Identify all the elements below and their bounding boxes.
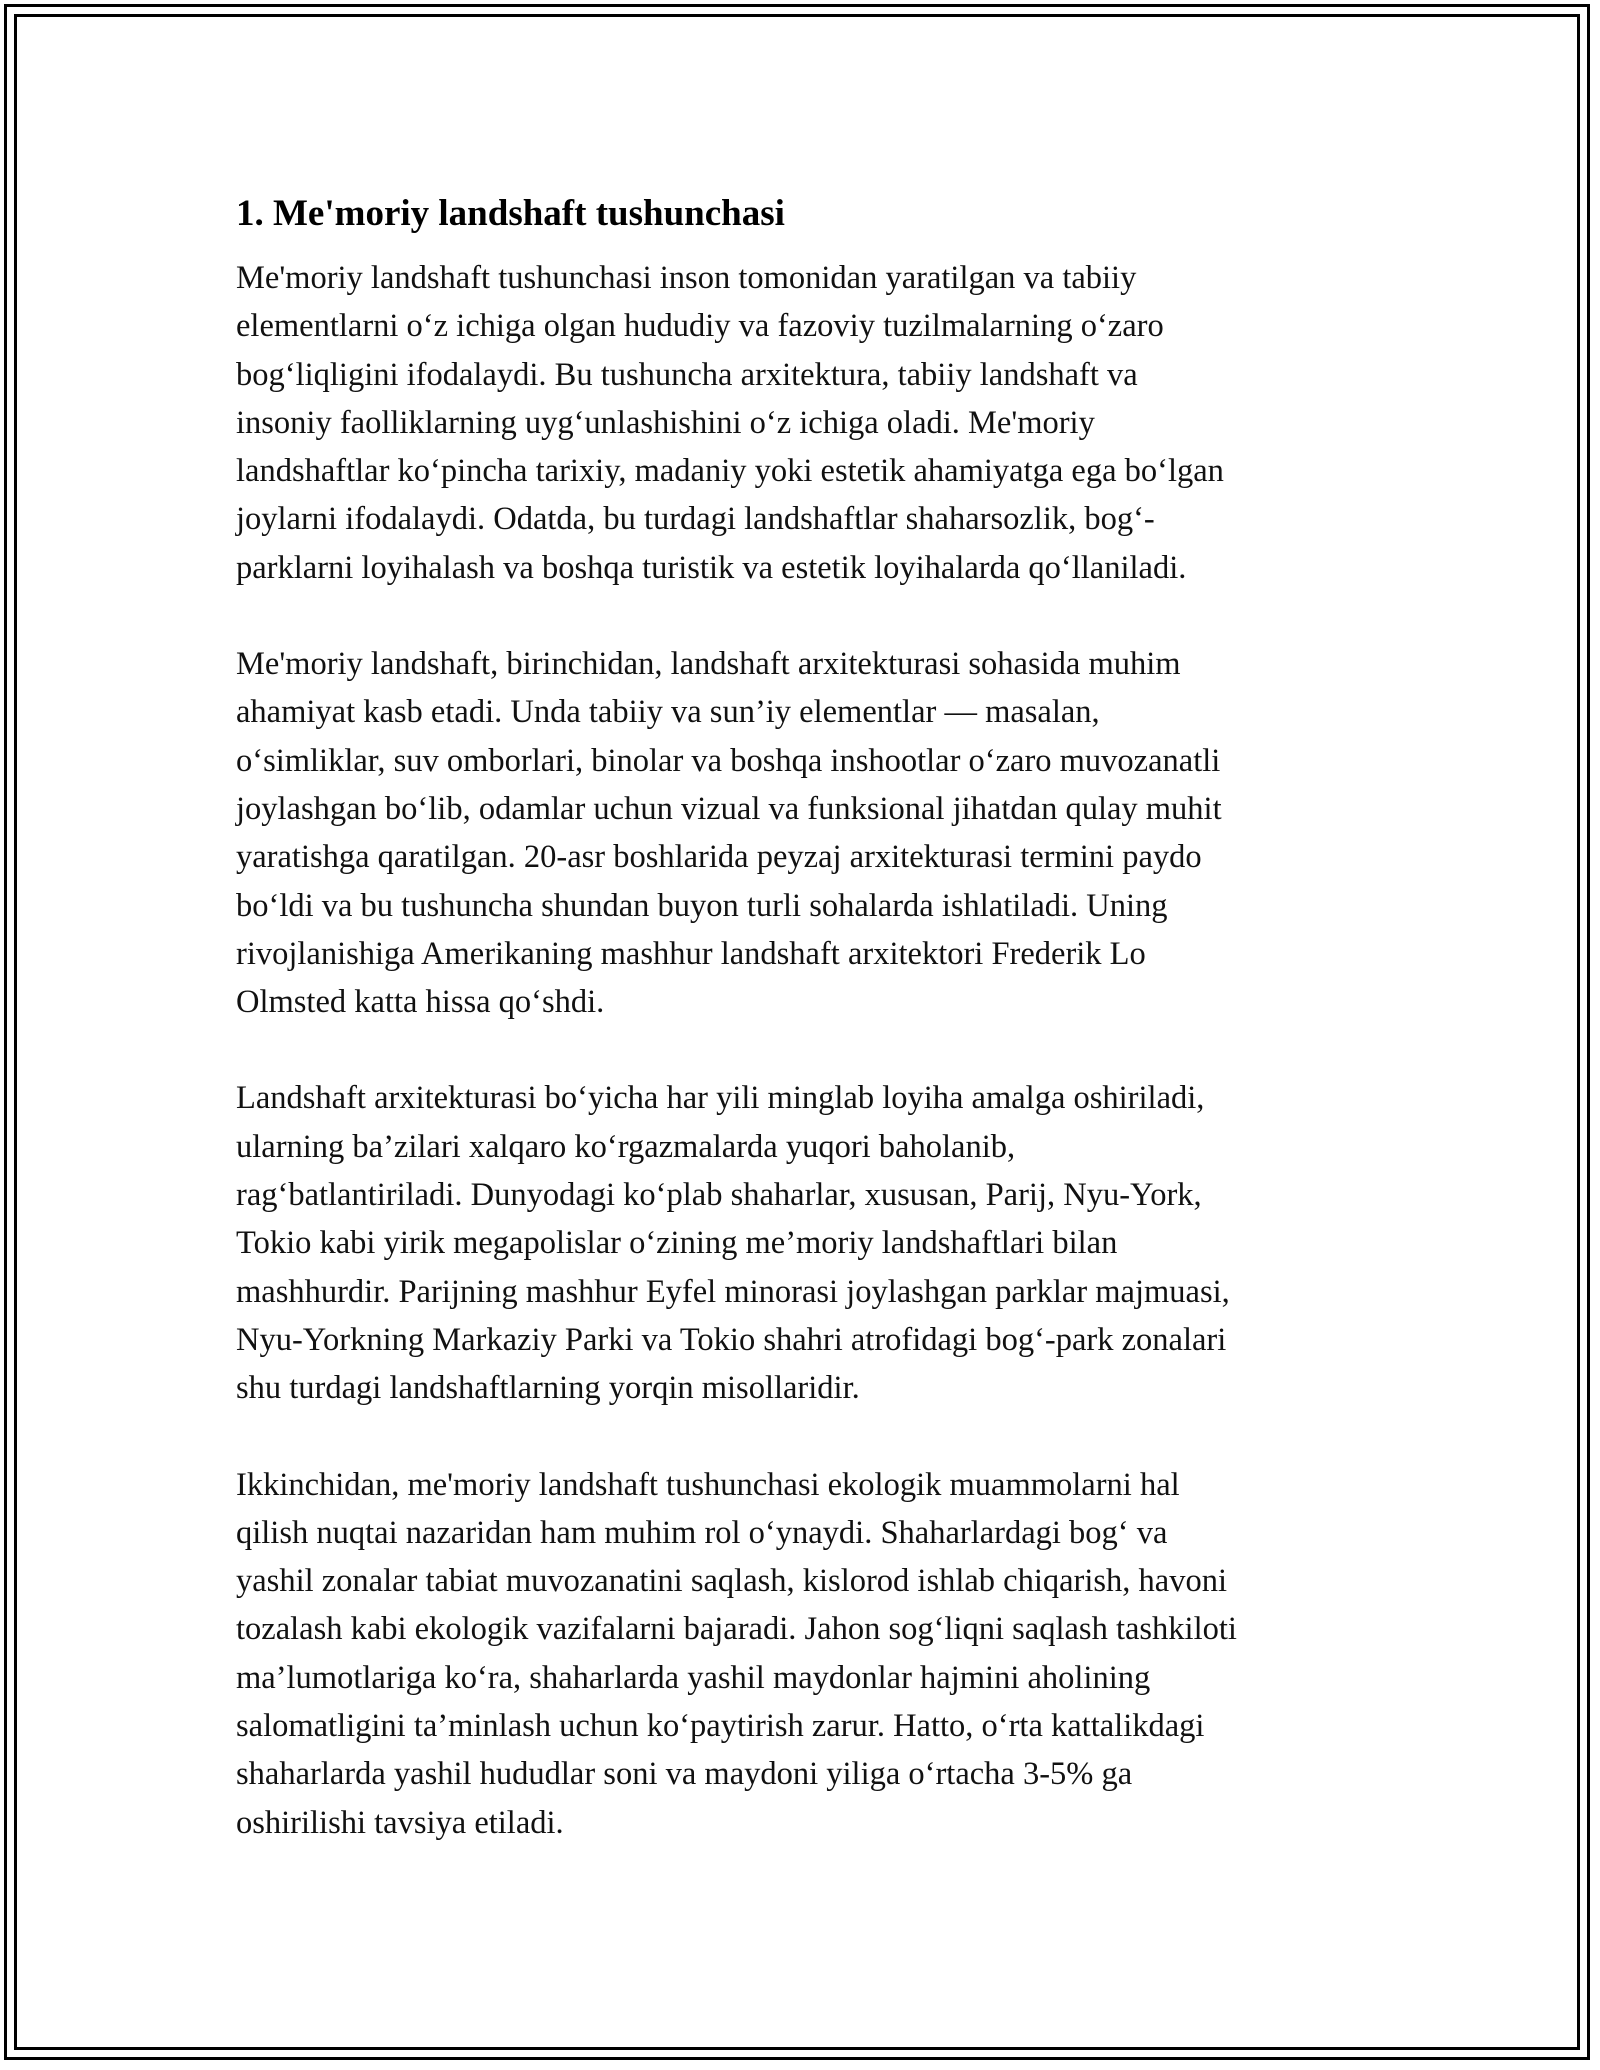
document-content — [236, 186, 1366, 1895]
text-line: parklarni loyihalash va boshqa turistik va estetik loyihalarda qo‘llaniladi. — [236, 549, 1187, 586]
text-line: rag‘batlantiriladi. Dunyodagi ko‘plab shaharlar, xususan, Parij, Nyu-York, — [236, 1177, 1202, 1214]
text-line: bog‘liqligini ifodalaydi. Bu tushuncha arxitektura, tabiiy landshaft va — [236, 356, 1138, 393]
text-line: joylarni ifodalaydi. Odatda, bu turdagi landshaftlar shaharsozlik, bog‘- — [236, 501, 1155, 538]
text-line: shaharlarda yashil hududlar soni va maydoni yiliga o‘rtacha 3-5% ga — [236, 1756, 1133, 1793]
paragraph-1 — [236, 254, 1366, 592]
paragraph-3 — [236, 1074, 1366, 1412]
text-line: ularning ba’zilari xalqaro ko‘rgazmalarda yuqori baholanib, — [236, 1128, 1016, 1165]
text-line: Tokio kabi yirik megapolislar o‘zining me’moriy landshaftlari bilan — [236, 1225, 1118, 1262]
text-line: tozalash kabi ekologik vazifalarni bajaradi. Jahon sog‘liqni saqlash tashkiloti — [236, 1611, 1237, 1648]
text-line: Olmsted katta hissa qo‘shdi. — [236, 984, 605, 1021]
text-line: elementlarni o‘z ichiga olgan hududiy va fazoviy tuzilmalarning o‘zaro — [236, 308, 1164, 345]
text-line: insoniy faolliklarning uyg‘unlashishini o‘z ichiga oladi. Me'moriy — [236, 404, 1095, 441]
text-line: landshaftlar ko‘pincha tarixiy, madaniy yoki estetik ahamiyatga ega bo‘lgan — [236, 453, 1224, 490]
text-line: shu turdagi landshaftlarning yorqin misollaridir. — [236, 1370, 860, 1407]
text-line: Me'moriy landshaft, birinchidan, landshaft arxitekturasi sohasida muhim — [236, 646, 1181, 683]
section-heading: 1. Me'moriy landshaft tushunchasi — [236, 193, 785, 234]
text-line: oshirilishi tavsiya etiladi. — [236, 1804, 564, 1841]
text-line: mashhurdir. Parijning mashhur Eyfel minorasi joylashgan parklar majmuasi, — [236, 1273, 1230, 1310]
text-line: o‘simliklar, suv omborlari, binolar va boshqa inshootlar o‘zaro muvozanatli — [236, 742, 1221, 779]
paragraph-4 — [236, 1461, 1366, 1847]
text-line: Ikkinchidan, me'moriy landshaft tushunchasi ekologik muammolarni hal — [236, 1466, 1180, 1503]
text-line: ahamiyat kasb etadi. Unda tabiiy va sun’iy elementlar — masalan, — [236, 694, 1100, 731]
text-line: yashil zonalar tabiat muvozanatini saqlash, kislorod ishlab chiqarish, havoni — [236, 1563, 1228, 1600]
text-line: rivojlanishiga Amerikaning mashhur landshaft arxitektori Frederik Lo — [236, 935, 1146, 972]
text-line: Nyu-Yorkning Markaziy Parki va Tokio shahri atrofidagi bog‘-park zonalari — [236, 1321, 1227, 1358]
text-line: joylashgan bo‘lib, odamlar uchun vizual va funksional jihatdan qulay muhit — [236, 790, 1222, 827]
text-line: ma’lumotlariga ko‘ra, shaharlarda yashil maydonlar hajmini aholining — [236, 1659, 1151, 1696]
text-line: Me'moriy landshaft tushunchasi inson tomonidan yaratilgan va tabiiy — [236, 260, 1137, 296]
text-line: bo‘ldi va bu tushuncha shundan buyon turli sohalarda ishlatiladi. Uning — [236, 887, 1168, 924]
text-line: qilish nuqtai nazaridan ham muhim rol o‘ynaydi. Shaharlardagi bog‘ va — [236, 1514, 1168, 1551]
text-line: yaratishga qaratilgan. 20-asr boshlarida peyzaj arxitekturasi termini paydo — [236, 839, 1202, 876]
text-line: salomatligini ta’minlash uchun ko‘paytirish zarur. Hatto, o‘rta kattalikdagi — [236, 1708, 1205, 1745]
paragraph-2 — [236, 640, 1366, 1026]
text-line: Landshaft arxitekturasi bo‘yicha har yili minglab loyiha amalga oshiriladi, — [236, 1080, 1205, 1117]
